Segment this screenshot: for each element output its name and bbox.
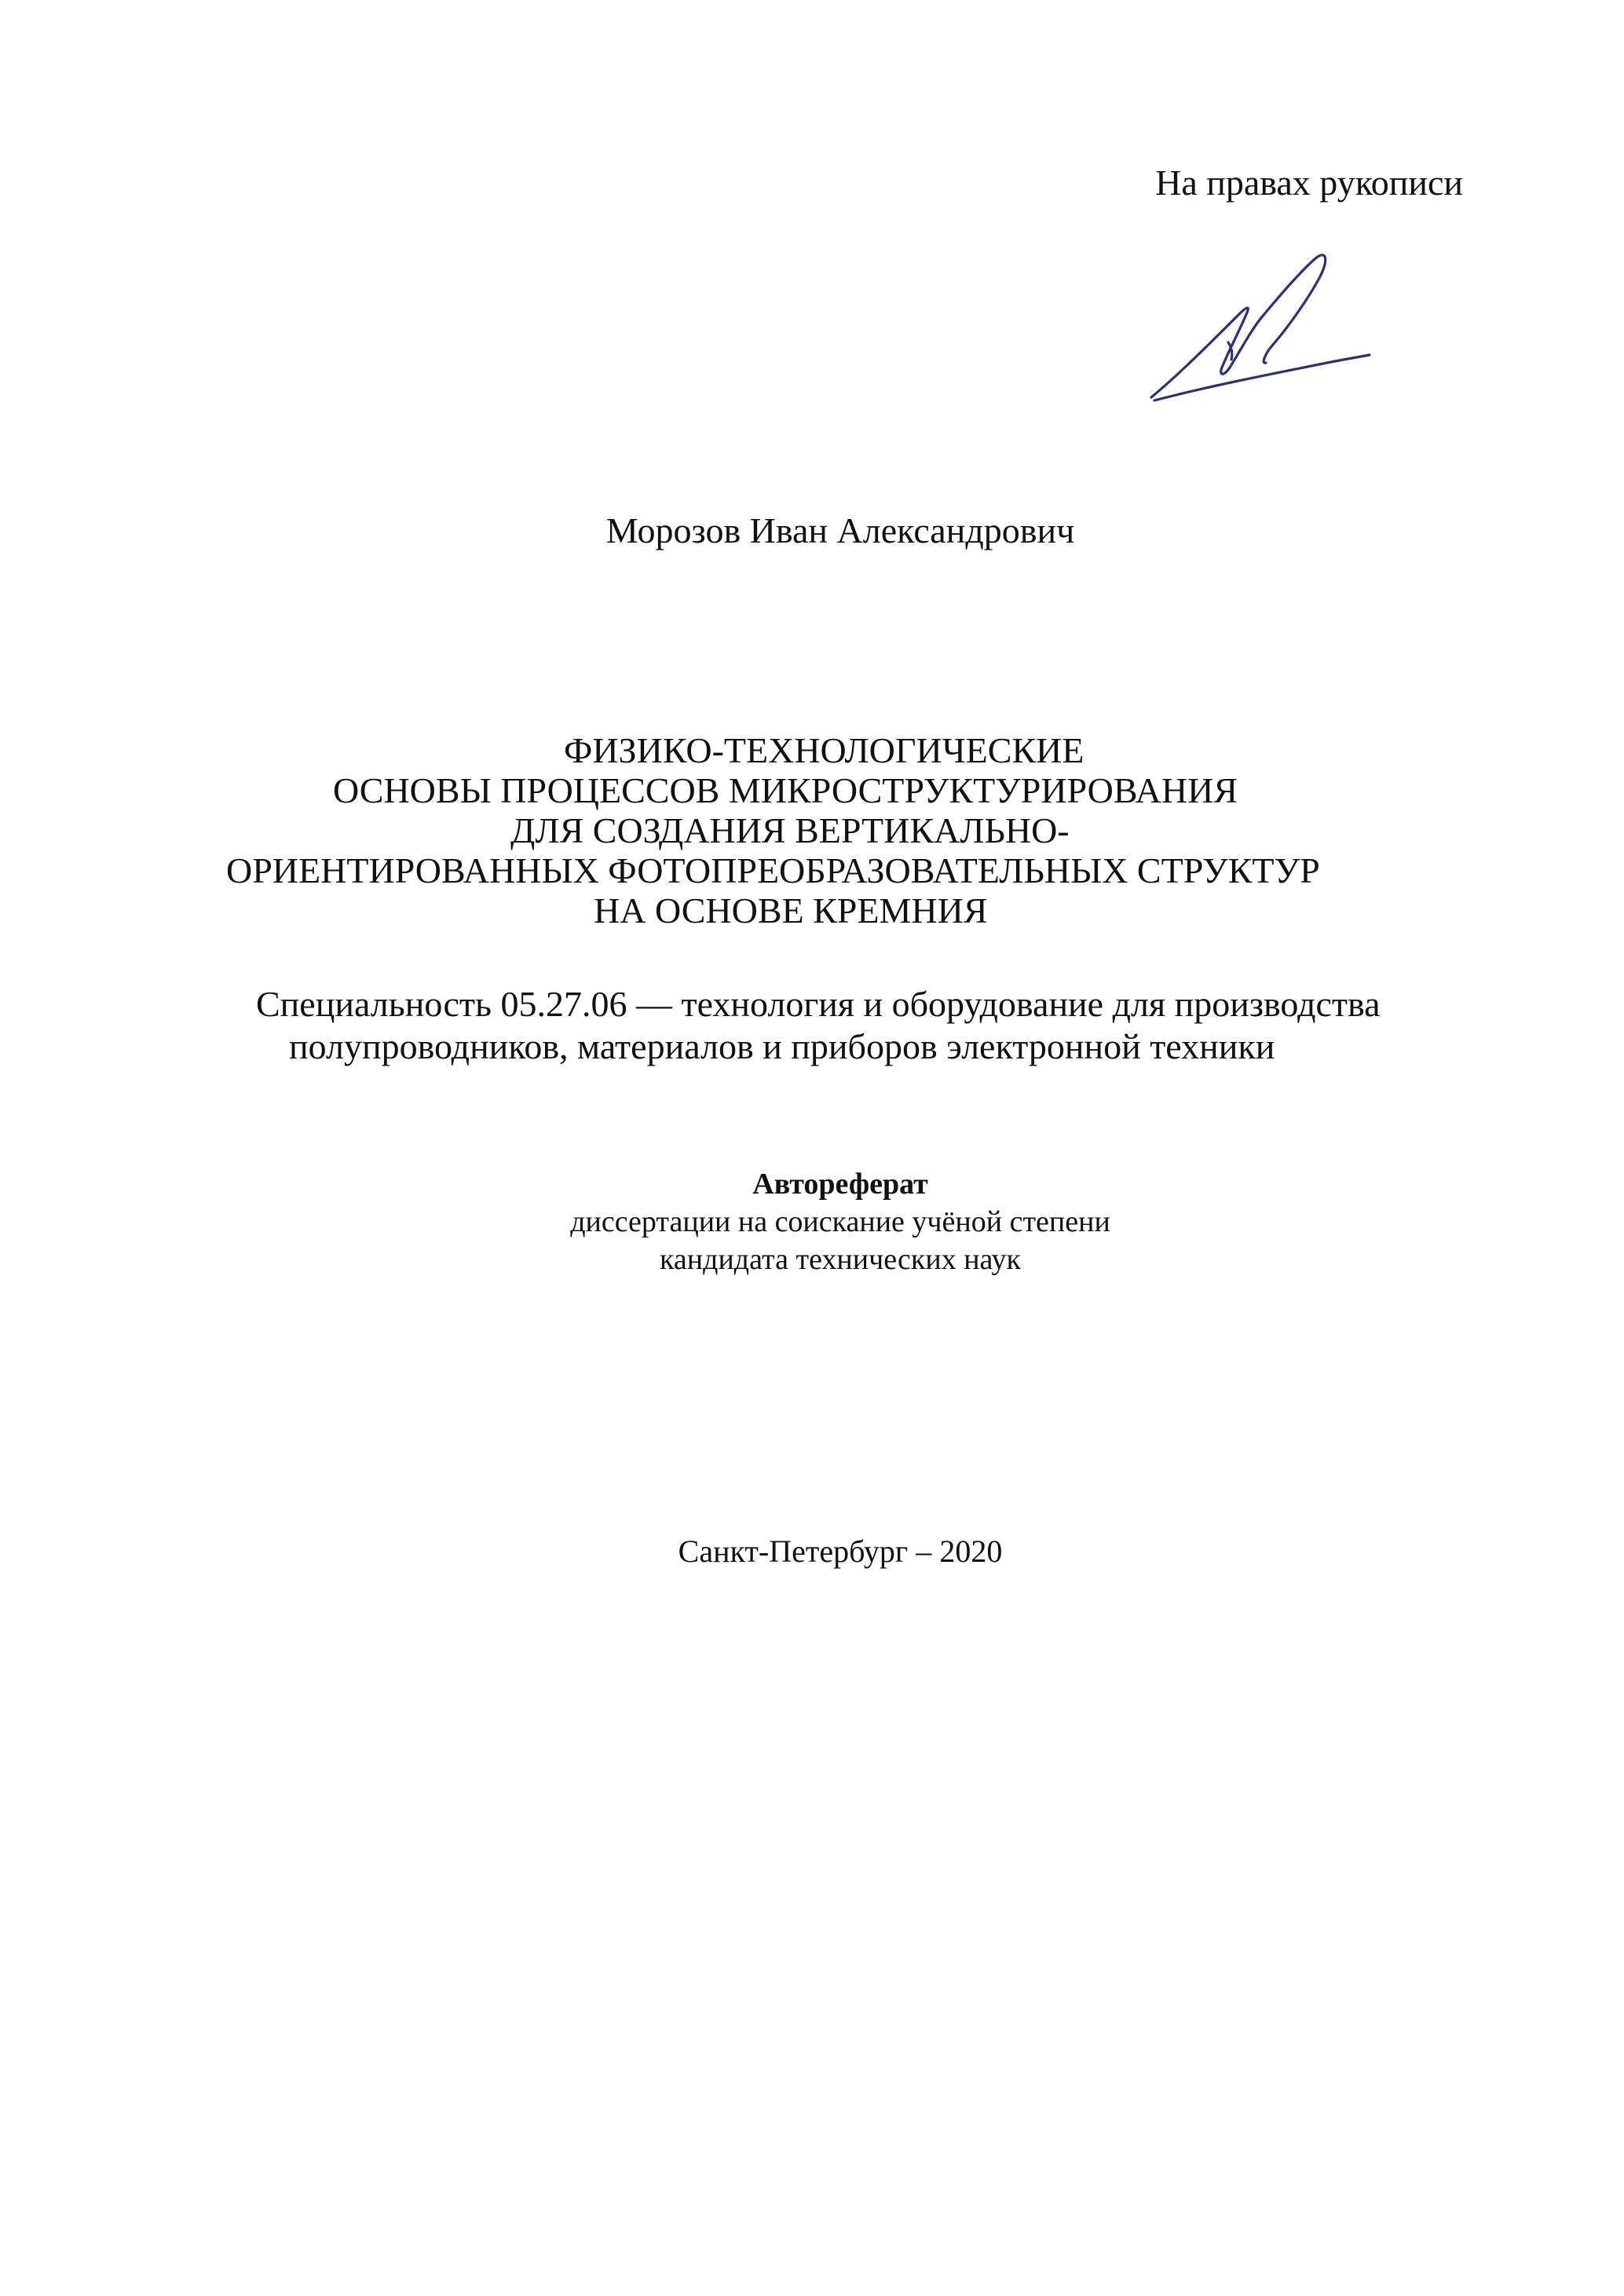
abstract-line: кандидата технических наук [660, 1243, 1021, 1276]
author-name: Морозов Иван Александрович [605, 510, 1075, 550]
signature-icon [1147, 250, 1374, 407]
abstract-block [0, 1165, 1624, 1278]
specialty-block [0, 983, 1624, 1068]
title-line: ДЛЯ СОЗДАНИЯ ВЕРТИКАЛЬНО- [510, 810, 1070, 850]
abstract-heading: Автореферат [752, 1168, 928, 1201]
title-line: НА ОСНОВЕ КРЕМНИЯ [594, 890, 988, 930]
dissertation-title [0, 730, 1624, 930]
title-line: ФИЗИКО-ТЕХНОЛОГИЧЕСКИЕ [564, 730, 1084, 770]
specialty-line: полупроводников, материалов и приборов электронной техники [289, 1026, 1275, 1066]
specialty-line: Специальность 05.27.06 — технология и оборудование для производства [256, 984, 1381, 1024]
manuscript-note: На правах рукописи [1155, 163, 1463, 203]
title-line: ОСНОВЫ ПРОЦЕССОВ МИКРОСТРУКТУРИРОВАНИЯ [333, 770, 1238, 810]
place-year: Санкт-Петербург – 2020 [678, 1534, 1003, 1569]
abstract-line: диссертации на соискание учёной степени [570, 1205, 1110, 1238]
title-line: ОРИЕНТИРОВАННЫХ ФОТОПРЕОБРАЗОВАТЕЛЬНЫХ СТРУКТУР [226, 850, 1320, 890]
